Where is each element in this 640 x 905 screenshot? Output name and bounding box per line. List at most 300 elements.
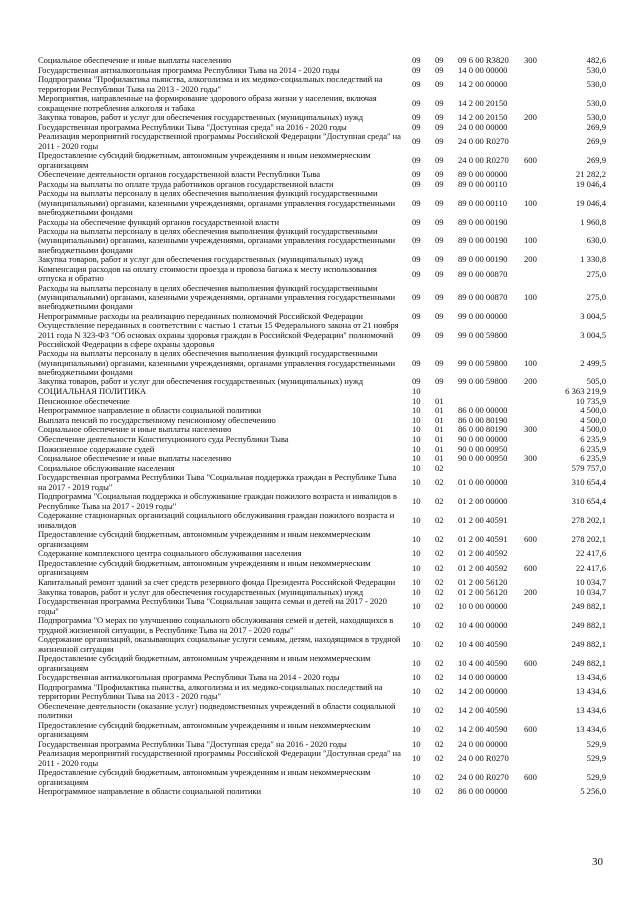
row-amount: 529,9: [586, 772, 606, 783]
row-expense-type: 200: [524, 586, 537, 597]
table-row: [38, 132, 606, 151]
page-number: 30: [592, 856, 603, 868]
table-row: [38, 740, 606, 750]
row-subsection: 01: [435, 453, 444, 464]
row-amount: 310 654,4: [571, 496, 606, 507]
table-row: [38, 616, 606, 635]
row-section: 09: [412, 376, 421, 387]
row-section: 09: [412, 357, 421, 368]
row-name: Содержание стационарных организаций социального обслуживания граждан пожилого возраста и инвалидов: [38, 511, 395, 530]
row-section: 09: [412, 55, 421, 66]
row-target-article: 24 0 00 00000: [458, 121, 508, 132]
row-target-article: 86 0 00 00000: [458, 405, 508, 416]
table-row: [38, 530, 606, 549]
row-section: 09: [412, 329, 421, 340]
row-amount: 6 363 219,9: [565, 386, 606, 397]
row-target-article: 89 0 00 00870: [458, 292, 508, 303]
table-row: [38, 227, 606, 255]
row-section: 09: [412, 216, 421, 227]
row-subsection: 09: [435, 155, 444, 166]
row-target-article: 24 0 00 00000: [458, 738, 508, 749]
row-name: Выплата пенсий по государственному пенсионному обеспечению: [38, 415, 276, 425]
row-section: 10: [412, 705, 421, 716]
table-row: [38, 113, 606, 123]
row-expense-type: 200: [524, 112, 537, 123]
row-section: 10: [412, 724, 421, 735]
row-section: 10: [412, 738, 421, 749]
row-target-article: 10 0 00 00000: [458, 600, 508, 611]
row-amount: 21 282,2: [575, 169, 606, 180]
row-section: 10: [412, 443, 421, 454]
row-name: Расходы на выплаты персоналу в целях обеспечения выполнения функций государственными (муниципальными) органами, казенными учреждениями, органами управления государственными внебюджетными фондами: [38, 189, 396, 218]
row-section: 10: [412, 638, 421, 649]
row-section: 09: [412, 112, 421, 123]
row-expense-type: 200: [524, 376, 537, 387]
row-target-article: 01 2 00 56120: [458, 576, 508, 587]
row-name: Реализация мероприятий государственной программы Российской Федерации "Доступная среда" на 2011 - 2020 годы: [38, 749, 401, 768]
row-amount: 3 004,5: [580, 310, 606, 321]
row-expense-type: 100: [524, 292, 537, 303]
row-target-article: 99 0 00 59800: [458, 329, 508, 340]
row-name: Закупка товаров, работ и услуг для обеспечения государственных (муниципальных) нужд: [38, 587, 364, 597]
row-target-article: 01 2 00 40592: [458, 562, 508, 573]
table-row: [38, 151, 606, 170]
row-amount: 13 434,6: [575, 672, 606, 683]
row-subsection: 02: [435, 738, 444, 749]
row-name: Закупка товаров, работ и услуг для обеспечения государственных (муниципальных) нужд: [38, 113, 364, 123]
row-subsection: 02: [435, 515, 444, 526]
row-amount: 630,0: [586, 235, 606, 246]
row-amount: 4 500,0: [580, 414, 606, 425]
row-subsection: 02: [435, 619, 444, 630]
row-section: 10: [412, 534, 421, 545]
row-name: Непрограммные расходы на реализацию переданных полномочий Российской Федерации: [38, 311, 363, 321]
row-name: Подпрограмма "Социальная поддержка и обслуживание граждан пожилого возраста и инвалидов в Республике Тыва на 2017 - 2019 годы": [38, 492, 397, 511]
row-subsection: 09: [435, 357, 444, 368]
row-subsection: 02: [435, 576, 444, 587]
row-subsection: 09: [435, 235, 444, 246]
row-target-article: 10 4 00 40590: [458, 657, 508, 668]
row-name: Предоставление субсидий бюджетным, автономным учреждениям и иным некоммерческим организациям: [38, 558, 371, 578]
table-row: [38, 702, 606, 721]
row-subsection: 02: [435, 496, 444, 507]
row-section: 10: [412, 462, 421, 473]
row-target-article: 24 0 00 R0270: [458, 155, 509, 166]
table-row: [38, 464, 606, 474]
row-amount: 19 046,4: [575, 197, 606, 208]
row-name: Непрограммное направление в области социальной политики: [38, 406, 262, 416]
row-subsection: 09: [435, 376, 444, 387]
row-section: 10: [412, 414, 421, 425]
row-subsection: 09: [435, 292, 444, 303]
row-section: 10: [412, 619, 421, 630]
table-row: [38, 56, 606, 66]
row-target-article: 90 0 00 00950: [458, 443, 508, 454]
row-subsection: 09: [435, 310, 444, 321]
row-amount: 1 960,8: [580, 216, 606, 227]
row-section: 10: [412, 496, 421, 507]
row-amount: 19 046,4: [575, 179, 606, 190]
row-subsection: 02: [435, 600, 444, 611]
row-amount: 6 235,9: [580, 434, 606, 444]
row-target-article: 89 0 00 00000: [458, 169, 508, 180]
row-name: Расходы на выплаты персоналу в целях обеспечения выполнения функций государственными (муниципальными) органами, казенными учреждениями, органами управления государственными внебюджетными фондами: [38, 349, 396, 378]
table-row: [38, 312, 606, 322]
row-amount: 249 882,1: [571, 657, 606, 668]
row-target-article: 24 0 00 R0270: [458, 136, 509, 147]
row-target-article: 99 0 00 59800: [458, 357, 508, 368]
row-name: Пожизненное содержание судей: [38, 444, 155, 454]
row-target-article: 24 0 00 R0270: [458, 772, 509, 783]
row-subsection: 09: [435, 55, 444, 66]
table-row: [38, 377, 606, 387]
row-expense-type: 600: [524, 724, 537, 735]
row-expense-type: 100: [524, 235, 537, 246]
row-expense-type: 300: [524, 424, 537, 435]
row-target-article: 01 2 00 40592: [458, 548, 508, 559]
row-amount: 530,0: [586, 64, 606, 75]
row-target-article: 24 0 00 R0270: [458, 753, 509, 764]
row-amount: 1 330,8: [580, 254, 606, 265]
table-row: [38, 787, 606, 797]
row-target-article: 01 0 00 00000: [458, 477, 508, 488]
row-target-article: 89 0 00 00190: [458, 235, 508, 246]
row-expense-type: 600: [524, 534, 537, 545]
table-row: [38, 170, 606, 180]
row-section: 09: [412, 254, 421, 265]
row-amount: 10 034,7: [575, 586, 606, 597]
row-amount: 22 417,6: [575, 562, 606, 573]
row-subsection: 09: [435, 197, 444, 208]
row-section: 10: [412, 672, 421, 683]
row-amount: 10 735,9: [575, 395, 606, 406]
table-row: [38, 454, 606, 464]
row-expense-type: 100: [524, 357, 537, 368]
table-row: [38, 321, 606, 349]
row-subsection: 01: [435, 443, 444, 454]
row-target-article: 14 2 00 00000: [458, 686, 508, 697]
row-amount: 310 654,4: [571, 477, 606, 488]
row-subsection: 09: [435, 136, 444, 147]
row-target-article: 09 6 00 R3820: [458, 55, 509, 66]
row-section: 10: [412, 786, 421, 797]
row-target-article: 86 0 00 80190: [458, 414, 508, 425]
row-subsection: 01: [435, 414, 444, 425]
row-name: Расходы на выплаты персоналу в целях обеспечения выполнения функций государственными (муниципальными) органами, казенными учреждениями, органами управления государственными внебюджетными фондами: [38, 283, 396, 312]
row-target-article: 99 0 00 00000: [458, 310, 508, 321]
row-subsection: 02: [435, 705, 444, 716]
row-target-article: 14 0 00 00000: [458, 64, 508, 75]
row-subsection: 02: [435, 562, 444, 573]
row-amount: 3 004,5: [580, 329, 606, 340]
row-amount: 529,9: [586, 753, 606, 764]
row-section: 09: [412, 121, 421, 132]
row-subsection: 02: [435, 534, 444, 545]
table-row: [38, 445, 606, 455]
row-target-article: 14 2 00 40590: [458, 724, 508, 735]
row-amount: 269,9: [586, 155, 606, 166]
table-row: [38, 265, 606, 284]
table-row: [38, 349, 606, 377]
row-amount: 530,0: [586, 97, 606, 108]
row-name: Государственная программа Республики Тыва "Социальная защита семьи и детей на 2017 - 2020 годы": [38, 597, 387, 616]
table-row: [38, 597, 606, 616]
row-subsection: 02: [435, 772, 444, 783]
row-subsection: 09: [435, 64, 444, 75]
row-expense-type: 300: [524, 453, 537, 464]
row-section: 09: [412, 179, 421, 190]
row-target-article: 89 0 00 00190: [458, 254, 508, 265]
row-subsection: 01: [435, 434, 444, 444]
row-name: Государственная программа Республики Тыва "Социальная поддержка граждан в Республике Тыва на 2017 - 2019 годы": [38, 473, 397, 492]
row-subsection: 09: [435, 121, 444, 132]
row-amount: 579 757,0: [571, 462, 606, 473]
row-amount: 275,0: [586, 292, 606, 303]
row-target-article: 89 0 00 00110: [458, 179, 508, 190]
row-section: 09: [412, 97, 421, 108]
row-name: Обеспечение деятельности (оказание услуг) подведомственных учреждений в области социальной политики: [38, 701, 396, 721]
row-name: Предоставление субсидий бюджетным, автономным учреждениям и иным некоммерческим организациям: [38, 720, 371, 740]
row-name: Социальное обслуживание населения: [38, 463, 175, 473]
row-section: 10: [412, 686, 421, 697]
table-row: [38, 721, 606, 740]
row-subsection: 09: [435, 97, 444, 108]
row-section: 10: [412, 434, 421, 444]
row-name: Обеспечение деятельности Конституционного суда Республики Тыва: [38, 435, 289, 444]
row-section: 10: [412, 386, 421, 397]
row-expense-type: 300: [524, 55, 537, 66]
row-name: Пенсионное обеспечение: [38, 396, 130, 406]
row-amount: 10 034,7: [575, 576, 606, 587]
table-row: [38, 492, 606, 511]
row-amount: 4 500,0: [580, 405, 606, 416]
row-name: Реализация мероприятий государственной программы Российской Федерации "Доступная среда" на 2011 - 2020 годы: [38, 132, 401, 151]
row-name: Социальное обеспечение и иные выплаты населению: [38, 425, 232, 435]
row-name: Подпрограмма "Профилактика пьянства, алкоголизма и их медико-социальных последствий на территории Республики Тыва на 2013 - 2020 годы": [38, 75, 383, 94]
row-section: 10: [412, 395, 421, 406]
table-row: [38, 654, 606, 673]
row-expense-type: 200: [524, 254, 537, 265]
row-section: 10: [412, 600, 421, 611]
table-row: [38, 218, 606, 228]
row-section: 09: [412, 310, 421, 321]
budget-table: [38, 56, 606, 797]
table-row: [38, 683, 606, 702]
row-amount: 529,9: [586, 738, 606, 749]
row-section: 09: [412, 197, 421, 208]
row-section: 10: [412, 753, 421, 764]
row-section: 10: [412, 405, 421, 416]
row-section: 09: [412, 78, 421, 89]
row-section: 10: [412, 586, 421, 597]
row-name: Подпрограмма "О мерах по улучшению социального обслуживания семей и детей, находящихся в трудной жизненной ситуации, в Республике Тыва на 2017 - 2020 годы": [38, 616, 394, 635]
row-amount: 249 882,1: [571, 600, 606, 611]
row-amount: 13 434,6: [575, 686, 606, 697]
row-amount: 6 235,9: [580, 453, 606, 464]
row-subsection: 02: [435, 657, 444, 668]
row-target-article: 14 2 00 40590: [458, 705, 508, 716]
row-expense-type: 100: [524, 197, 537, 208]
row-amount: 5 256,0: [580, 786, 606, 797]
table-row: [38, 549, 606, 559]
table-row: [38, 425, 606, 435]
row-target-article: 86 0 00 80190: [458, 424, 508, 435]
table-row: [38, 578, 606, 588]
row-name: Государственная программа Республики Тыва "Доступная среда" на 2016 - 2020 годы: [38, 122, 347, 132]
row-section: 10: [412, 424, 421, 435]
row-subsection: 09: [435, 254, 444, 265]
table-row: [38, 673, 606, 683]
row-subsection: 09: [435, 169, 444, 180]
row-subsection: 02: [435, 672, 444, 683]
row-amount: 269,9: [586, 136, 606, 147]
row-section: 09: [412, 169, 421, 180]
row-amount: 13 434,6: [575, 705, 606, 716]
row-name: Обеспечение деятельности органов государственной власти Республики Тыва: [38, 170, 321, 180]
row-name: Предоставление субсидий бюджетным, автономным учреждениям и иным некоммерческим организациям: [38, 768, 371, 787]
table-row: [38, 255, 606, 265]
row-target-article: 14 2 00 20150: [458, 97, 508, 108]
row-subsection: 09: [435, 268, 444, 279]
table-row: [38, 94, 606, 113]
row-amount: 505,0: [586, 376, 606, 387]
row-name: Осуществление переданных в соответствии с частью 1 статьи 15 Федерального закона от 21 ноября 2011 года N 323-ФЗ "Об основах охраны здоровья граждан в Российской Федерации" полномочий Российской Федерации в сфере охраны здоровья: [38, 321, 399, 350]
row-target-article: 90 0 00 00000: [458, 434, 508, 444]
table-row: [38, 749, 606, 768]
row-name: Предоставление субсидий бюджетным, автономным учреждениям и иным некоммерческим организациям: [38, 151, 371, 170]
row-amount: 22 417,6: [575, 548, 606, 559]
row-name: Социальное обеспечение и иные выплаты населению: [38, 56, 232, 66]
row-target-article: 14 2 00 20150: [458, 112, 508, 123]
row-subsection: 02: [435, 586, 444, 597]
table-row: [38, 180, 606, 190]
row-subsection: 02: [435, 786, 444, 797]
table-row: [38, 123, 606, 133]
row-section: 09: [412, 235, 421, 246]
row-amount: 249 882,1: [571, 619, 606, 630]
row-name: Государственная антиалкогольная программа Республики Тыва на 2014 - 2020 годы: [38, 65, 340, 75]
table-row: [38, 559, 606, 578]
row-subsection: 09: [435, 329, 444, 340]
row-expense-type: 600: [524, 657, 537, 668]
table-row: [38, 397, 606, 407]
table-row: [38, 66, 606, 76]
table-row: [38, 387, 606, 397]
row-target-article: 10 4 00 40590: [458, 638, 508, 649]
row-target-article: 14 2 00 00000: [458, 78, 508, 89]
row-name: Непрограммное направление в области социальной политики: [38, 787, 262, 797]
row-section: 10: [412, 562, 421, 573]
row-subsection: 02: [435, 724, 444, 735]
row-target-article: 86 0 00 00000: [458, 786, 508, 797]
row-name: Расходы на обеспечение функций органов государственной власти: [38, 217, 280, 227]
row-target-article: 01 2 00 40591: [458, 534, 508, 545]
row-name: Расходы на выплаты по оплате труда работников органов государственной власти: [38, 180, 334, 190]
row-name: Закупка товаров, работ и услуг для обеспечения государственных (муниципальных) нужд: [38, 377, 364, 387]
row-target-article: 01 2 00 00000: [458, 496, 508, 507]
row-target-article: 10 4 00 00000: [458, 619, 508, 630]
row-section: 10: [412, 453, 421, 464]
row-target-article: 99 0 00 59800: [458, 376, 508, 387]
row-amount: 2 499,5: [580, 357, 606, 368]
row-name: Расходы на выплаты персоналу в целях обеспечения выполнения функций государственными (муниципальными) органами, казенными учреждениями, органами управления государственными внебюджетными фондами: [38, 227, 396, 255]
row-section: 09: [412, 136, 421, 147]
row-name: Компенсация расходов на оплату стоимости проезда и провоза багажа к месту использования отпуска и обратно: [38, 264, 377, 284]
row-subsection: 09: [435, 112, 444, 123]
row-amount: 275,0: [586, 268, 606, 279]
row-name: Предоставление субсидий бюджетным, автономным учреждениям и иным некоммерческим организациям: [38, 654, 371, 673]
row-amount: 530,0: [586, 78, 606, 89]
row-section: 09: [412, 268, 421, 279]
table-row: [38, 284, 606, 312]
row-name: Социальное обеспечение и иные выплаты населению: [38, 454, 232, 464]
row-amount: 4 500,0: [580, 424, 606, 435]
table-row: [38, 75, 606, 94]
row-amount: 530,0: [586, 112, 606, 123]
row-amount: 13 434,6: [575, 724, 606, 735]
row-name: Содержание комплексного центра социального обслуживания населения: [38, 549, 302, 559]
row-amount: 278 202,1: [571, 534, 606, 545]
row-name: Мероприятия, направленные на формирование здорового образа жизни у населения, включая сокращение потребления алкоголя и табака: [38, 94, 377, 113]
row-subsection: 02: [435, 686, 444, 697]
row-amount: 249 882,1: [571, 638, 606, 649]
row-target-article: 89 0 00 00190: [458, 216, 508, 227]
row-subsection: 02: [435, 477, 444, 488]
table-row: [38, 587, 606, 597]
row-name: Подпрограмма "Профилактика пьянства, алкоголизма и их медико-социальных последствий на территории Республики Тыва на 2013 - 2020 годы": [38, 682, 383, 702]
row-subsection: 02: [435, 753, 444, 764]
row-target-article: 14 0 00 00000: [458, 672, 508, 683]
row-section: 10: [412, 576, 421, 587]
row-target-article: 89 0 00 00870: [458, 268, 508, 279]
row-subsection: 02: [435, 548, 444, 559]
row-amount: 269,9: [586, 121, 606, 132]
table-row: [38, 635, 606, 654]
row-amount: 278 202,1: [571, 515, 606, 526]
table-row: [38, 406, 606, 416]
row-name: Государственная программа Республики Тыва "Доступная среда" на 2016 - 2020 годы: [38, 739, 347, 749]
row-expense-type: 600: [524, 772, 537, 783]
row-section: 10: [412, 772, 421, 783]
row-name: Государственная антиалкогольная программа Республики Тыва на 2014 - 2020 годы: [38, 673, 340, 683]
row-section: 09: [412, 155, 421, 166]
row-target-article: 01 2 00 40591: [458, 515, 508, 526]
row-section: 10: [412, 515, 421, 526]
table-row: [38, 768, 606, 787]
row-name: Содержание организаций, оказывающих социальные услуги семьям, детям, находящимся в трудной жизненной ситуации: [38, 635, 401, 654]
row-subsection: 02: [435, 462, 444, 473]
row-name: Капитальный ремонт зданий за счет средств резервного фонда Президента Российской Федерации: [38, 577, 396, 587]
row-subsection: 01: [435, 405, 444, 416]
table-row: [38, 473, 606, 492]
table-row: [38, 416, 606, 426]
row-target-article: 90 0 00 00950: [458, 453, 508, 464]
row-subsection: 01: [435, 424, 444, 435]
row-section: 10: [412, 548, 421, 559]
row-name: Предоставление субсидий бюджетным, автономным учреждениям и иным некоммерческим организациям: [38, 530, 371, 549]
table-row: [38, 435, 606, 445]
row-expense-type: 600: [524, 155, 537, 166]
row-expense-type: 600: [524, 562, 537, 573]
row-amount: 6 235,9: [580, 443, 606, 454]
row-name: Закупка товаров, работ и услуг для обеспечения государственных (муниципальных) нужд: [38, 255, 364, 265]
table-row: [38, 190, 606, 218]
row-section: 09: [412, 64, 421, 75]
row-section: 10: [412, 657, 421, 668]
row-amount: 482,6: [586, 55, 606, 66]
row-subsection: 02: [435, 638, 444, 649]
row-section: 09: [412, 292, 421, 303]
